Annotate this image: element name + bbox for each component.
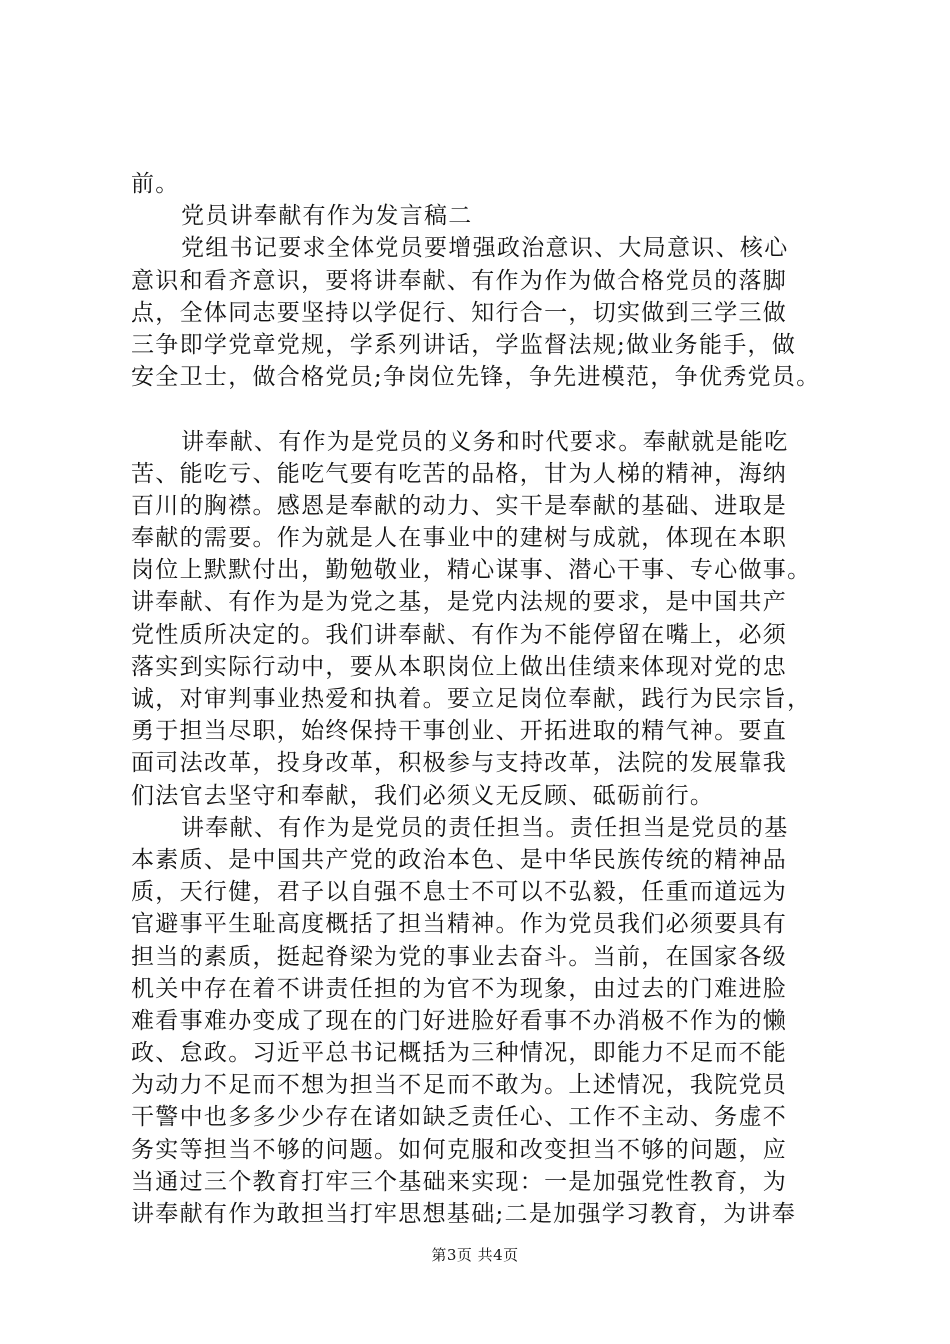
text-line: 官避事平生耻高度概括了担当精神。作为党员我们必须要具有 [131, 911, 788, 938]
page-number-footer: 第3页 共4页 [431, 1246, 519, 1264]
text-line: 讲奉献有作为敢担当打牢思想基础;二是加强学习教育，为讲奉 [131, 1201, 797, 1227]
text-line: 讲奉献、有作为是党员的义务和时代要求。奉献就是能吃 [181, 428, 789, 455]
text-line: 意识和看齐意识，要将讲奉献、有作为作为做合格党员的落脚 [131, 267, 788, 294]
text-line: 三争即学党章党规，学系列讲话，学监督法规;做业务能手，做 [131, 331, 797, 358]
text-line: 诚，对审判事业热爱和执着。要立足岗位奉献，践行为民宗旨， [131, 686, 812, 712]
text-line: 们法官去坚守和奉献，我们必须义无反顾、砥砺前行。 [131, 782, 715, 809]
text-line: 为动力不足而不想为担当不足而不敢为。上述情况，我院党员 [131, 1072, 788, 1099]
text-line: 面司法改革，投身改革，积极参与支持改革，法院的发展靠我 [131, 750, 788, 777]
text-line: 讲奉献、有作为是为党之基，是党内法规的要求，是中国共产 [131, 589, 788, 616]
text-line: 政、怠政。习近平总书记概括为三种情况，即能力不足而不能 [131, 1040, 788, 1067]
text-line: 干警中也多多少少存在诸如缺乏责任心、工作不主动、务虚不 [131, 1104, 788, 1131]
text-line: 本素质、是中国共产党的政治本色、是中华民族传统的精神品 [131, 846, 788, 873]
text-line: 当通过三个教育打牢三个基础来实现：一是加强党性教育，为 [131, 1168, 788, 1195]
section-heading: 党员讲奉献有作为发言稿二 [181, 203, 473, 230]
text-line: 质，天行健，君子以自强不息士不可以不弘毅，任重而道远为 [131, 879, 788, 906]
body-text [131, 168, 831, 1230]
text-line: 百川的胸襟。感恩是奉献的动力、实干是奉献的基础、进取是 [131, 492, 788, 519]
text-line: 勇于担当尽职，始终保持干事创业、开拓进取的精气神。要直 [131, 718, 788, 745]
text-line: 安全卫士，做合格党员;争岗位先锋，争先进模范，争优秀党员。 [131, 364, 821, 391]
text-line: 讲奉献、有作为是党员的责任担当。责任担当是党员的基 [181, 814, 789, 841]
text-line: 前。 [131, 171, 180, 197]
text-line: 务实等担当不够的问题。如何克服和改变担当不够的问题，应 [131, 1136, 788, 1163]
text-line: 难看事难办变成了现在的门好进脸好看事不办消极不作为的懒 [131, 1007, 788, 1034]
text-line: 党组书记要求全体党员要增强政治意识、大局意识、核心 [181, 235, 789, 262]
text-line: 苦、能吃亏、能吃气要有吃苦的品格，甘为人梯的精神，海纳 [131, 460, 788, 487]
text-line: 党性质所决定的。我们讲奉献、有作为不能停留在嘴上，必须 [131, 621, 788, 648]
text-line: 奉献的需要。作为就是人在事业中的建树与成就，体现在本职 [131, 525, 788, 552]
text-line: 点，全体同志要坚持以学促行、知行合一，切实做到三学三做 [131, 299, 788, 326]
text-line: 担当的素质，挺起脊梁为党的事业去奋斗。当前，在国家各级 [131, 943, 788, 970]
text-line: 落实到实际行动中，要从本职岗位上做出佳绩来体现对党的忠 [131, 653, 788, 680]
blank-line [131, 393, 831, 425]
text-line: 机关中存在着不讲责任担的为官不为现象，由过去的门难进脸 [131, 975, 788, 1002]
text-line: 岗位上默默付出，勤勉敬业，精心谋事、潜心干事、专心做事。 [131, 557, 812, 584]
